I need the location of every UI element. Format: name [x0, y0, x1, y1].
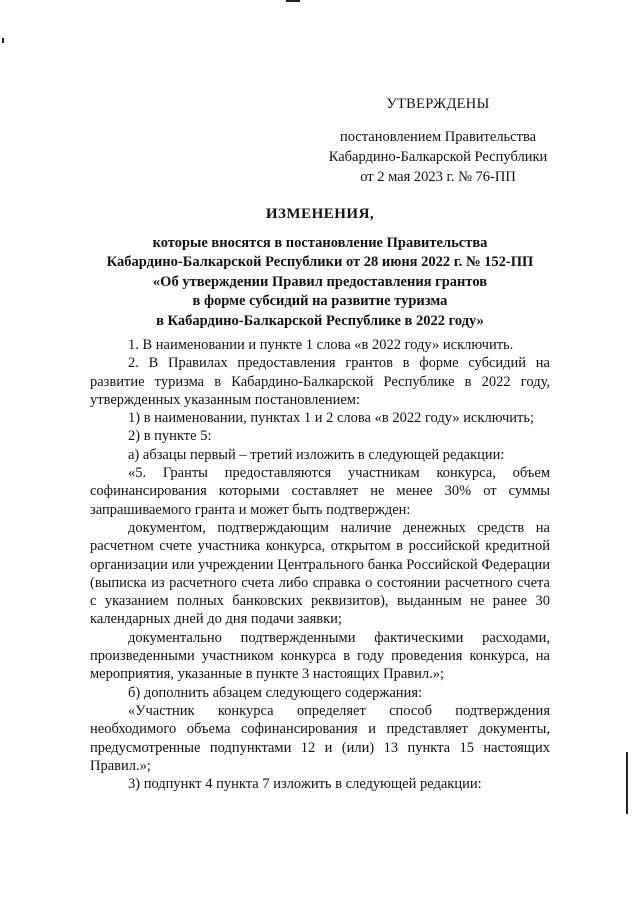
- paragraph: а) абзацы первый – третий изложить в следующей редакции:: [128, 446, 505, 463]
- approval-title: УТВЕРЖДЕНЫ: [386, 96, 490, 112]
- paragraph: 1) в наименовании, пунктах 1 и 2 слова «в 2022 году» исключить;: [128, 410, 535, 427]
- scan-mark-top: [286, 0, 300, 2]
- paragraph: 1. В наименовании и пункте 1 слова «в 2022 году» исключить.: [128, 337, 514, 353]
- heading-line: Кабардино-Балкарской Республики от 28 июня 2022 г. № 152-ПП: [106, 254, 534, 270]
- heading-line: в форме субсидий на развитие туризма: [192, 293, 448, 309]
- paragraph: б) дополнить абзацем следующего содержания:: [128, 684, 423, 701]
- scan-mark-right: [626, 752, 628, 814]
- heading-line: в Кабардино-Балкарской Республике в 2022 году»: [156, 312, 484, 329]
- heading-title: ИЗМЕНЕНИЯ,: [265, 206, 375, 222]
- paragraph: «Участник конкурса определяет способ подтверждения необходимого объема софинансирования и представляет документы, предусмотренные подпунктами 12 и (или) 13 пункта 15 настоящих Правил.»;: [90, 702, 550, 774]
- paragraph: 2) в пункте 5:: [128, 428, 212, 445]
- approval-line: Кабардино-Балкарской Республики: [328, 149, 548, 165]
- heading-line: «Об утверждении Правил предоставления грантов: [152, 273, 488, 290]
- paragraph: 3) подпункт 4 пункта 7 изложить в следующей редакции:: [128, 776, 482, 793]
- approval-line: от 2 мая 2023 г. № 76-ПП: [360, 169, 516, 185]
- document-heading: [96, 205, 544, 331]
- document-body: [90, 336, 550, 793]
- paragraph: «5. Гранты предоставляются участникам конкурса, объем софинансирования которыми составляет не менее 30% от суммы запрашиваемого гранта и может быть подтвержден:: [90, 465, 550, 518]
- paragraph: документально подтвержденными фактическими расходами, произведенными участником конкурса в году проведения конкурса, на мероприятия, указанные в пункте 3 настоящих Правил.»;: [90, 629, 550, 683]
- paragraph: 2. В Правилах предоставления грантов в форме субсидий на развитие туризма в Кабардино-Балкарской Республике в 2022 году, утвержденных указанным постановлением:: [90, 355, 550, 408]
- paragraph: документом, подтверждающим наличие денежных средств на расчетном счете участника конкурса, открытом в российской кредитной организации или учреждении Центрального банка Российской Федерации (выписка из расчетного счета либо справка о состоянии расчетного счета с указанием полных банковских реквизитов), выданным не ранее 30 календарных дней до дня подачи заявки;: [90, 519, 550, 628]
- heading-line: которые вносятся в постановление Правительства: [152, 234, 488, 251]
- approval-block: [318, 94, 558, 187]
- approval-line: постановлением Правительства: [339, 129, 537, 145]
- scan-mark-left: [2, 38, 4, 43]
